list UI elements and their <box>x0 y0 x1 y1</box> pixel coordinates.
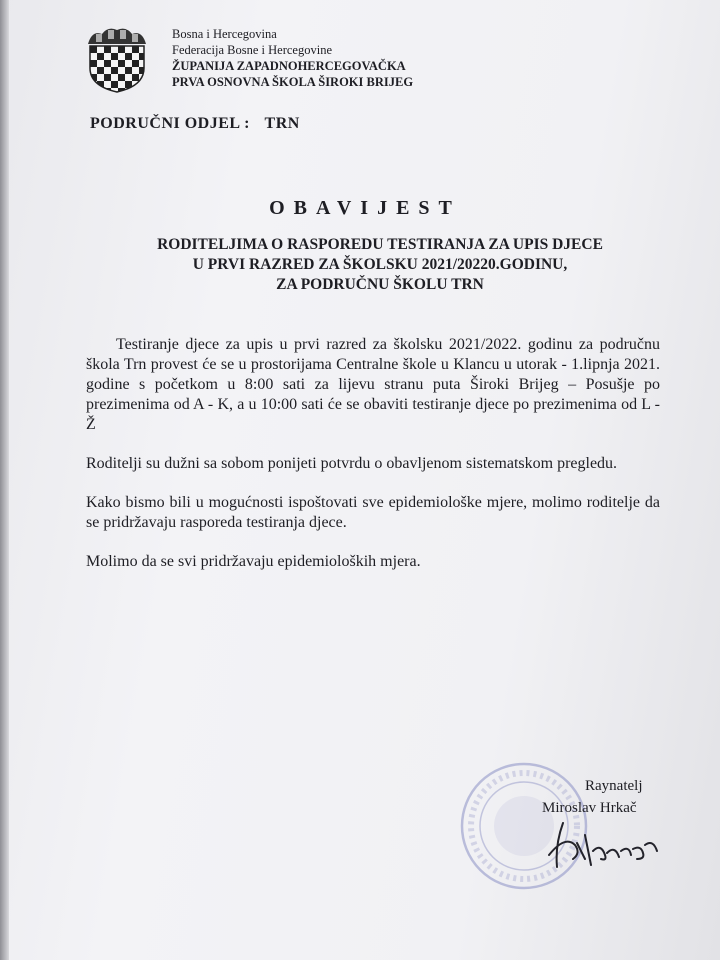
checkered-crest-icon <box>82 24 152 94</box>
podrucni-odjel <box>90 115 300 133</box>
paragraph-epidemiological-measures: Kako bismo bili u mogućnosti ispoštovati sve epidemiološke mjere, molimo roditelje da se pridržavaju rasporeda testiranja djece. <box>86 494 660 531</box>
subtitle-line-2: U PRVI RAZRED ZA ŠKOLSKU 2021/20220.GODINU, <box>192 256 568 273</box>
paragraph-closing-request: Molimo da se svi pridržavaju epidemioloških mjera. <box>86 553 421 570</box>
document-body <box>86 335 660 591</box>
header-county: ŽUPANIJA ZAPADNOHERCEGOVAČKA <box>172 59 406 73</box>
podrucni-odjel-value: TRN <box>264 115 300 132</box>
document-title: OBAVIJEST <box>269 197 461 219</box>
handwritten-signature-icon <box>545 815 665 875</box>
header-federation: Federacija Bosne i Hercegovine <box>172 43 333 57</box>
subtitle-line-1: RODITELJIMA O RASPOREDU TESTIRANJA ZA UPIS DJECE <box>157 236 603 253</box>
paragraph-medical-certificate: Roditelji su dužni sa sobom ponijeti potvrdu o obavljenom sistematskom pregledu. <box>86 455 618 472</box>
header-school: PRVA OSNOVNA ŠKOLA ŠIROKI BRIJEG <box>172 75 414 89</box>
school-header <box>172 26 413 90</box>
signature-title: Raynatelj <box>585 778 643 794</box>
signature-name: Miroslav Hrkač <box>542 800 637 816</box>
subtitle-line-3: ZA PODRUČNU ŠKOLU TRN <box>276 276 484 293</box>
podrucni-odjel-label: PODRUČNI ODJEL : <box>90 115 251 132</box>
document-subtitle <box>60 235 700 295</box>
paragraph-testing-schedule: Testiranje djece za upis u prvi razred za školsku 2021/2022. godinu za područnu škola Trn provest će se u prostorijama Centralne škole u Klancu u utorak - 1.lipnja 2021. godine s početkom u 8:00 sati za lijevu stranu puta Široki Brijeg – Posušje po prezimenima od A - K, a u 10:00 sati će se obaviti testiranje djece po prezimenima od L - Ž <box>86 336 660 433</box>
page-edge-shadow <box>0 0 9 960</box>
header-country: Bosna i Hercegovina <box>172 27 277 41</box>
